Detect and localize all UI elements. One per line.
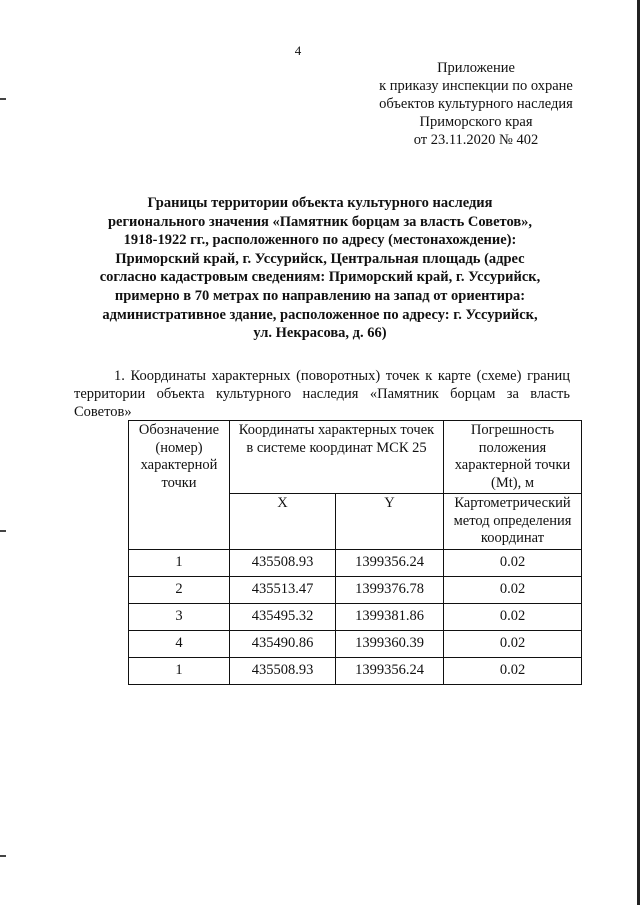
cell-x: 435495.32 [230, 603, 336, 630]
title-line: административное здание, расположенное по адресу: г. Уссурийск, [102, 306, 538, 323]
appendix-block [356, 59, 596, 149]
header-coords: Координаты характерных точек в системе координат МСК 25 [230, 421, 444, 494]
header-point: Обозначение (номер) характерной точки [129, 421, 230, 550]
scan-edge-mark [0, 98, 6, 100]
title-line: ул. Некрасова, д. 66) [253, 325, 387, 342]
coordinates-table [128, 420, 582, 685]
appendix-line: к приказу инспекции по охране [379, 78, 573, 94]
cell-mt: 0.02 [444, 657, 582, 684]
table-row [129, 630, 582, 657]
cell-point: 2 [129, 576, 230, 603]
cell-mt: 0.02 [444, 603, 582, 630]
appendix-line: Приморского края [419, 114, 533, 130]
title-line: согласно кадастровым сведениям: Приморский край, г. Уссурийск, [99, 269, 541, 286]
appendix-line: объектов культурного наследия [379, 96, 573, 112]
header-error: Погрешность положения характерной точки (Mt), м [444, 421, 582, 494]
table-row [129, 549, 582, 576]
cell-y: 1399360.39 [336, 630, 444, 657]
appendix-line: от 23.11.2020 № 402 [413, 132, 539, 148]
header-method: Картометрический метод определения координат [444, 494, 582, 550]
cell-point: 1 [129, 549, 230, 576]
appendix-line: Приложение [437, 60, 515, 76]
cell-mt: 0.02 [444, 576, 582, 603]
title-line: 1918-1922 гг., расположенного по адресу (местонахождение): [123, 232, 517, 249]
table-header-row [129, 421, 582, 494]
cell-x: 435508.93 [230, 549, 336, 576]
cell-mt: 0.02 [444, 630, 582, 657]
page-number: 4 [294, 43, 302, 58]
intro-paragraph: 1. Координаты характерных (поворотных) точек к карте (схеме) границ территории объекта культурного наследия «Памятник борцам за власть Советов» [74, 367, 570, 420]
title-line: Границы территории объекта культурного наследия [147, 195, 493, 211]
title-line: Приморский край, г. Уссурийск, Центральная площадь (адрес [115, 250, 525, 267]
cell-x: 435490.86 [230, 630, 336, 657]
scan-edge-mark [0, 855, 6, 857]
cell-y: 1399381.86 [336, 603, 444, 630]
cell-y: 1399376.78 [336, 576, 444, 603]
cell-x: 435508.93 [230, 657, 336, 684]
header-y: Y [336, 494, 444, 550]
cell-point: 3 [129, 603, 230, 630]
cell-y: 1399356.24 [336, 549, 444, 576]
cell-x: 435513.47 [230, 576, 336, 603]
table-row [129, 603, 582, 630]
cell-point: 4 [129, 630, 230, 657]
title-line: регионального значения «Памятник борцам за власть Советов», [107, 213, 533, 230]
title-line: примерно в 70 метрах по направлению на запад от ориентира: [114, 287, 526, 304]
table-row [129, 576, 582, 603]
cell-mt: 0.02 [444, 549, 582, 576]
cell-point: 1 [129, 657, 230, 684]
scan-edge-mark [0, 530, 6, 532]
header-x: X [230, 494, 336, 550]
cell-y: 1399356.24 [336, 657, 444, 684]
table-row [129, 657, 582, 684]
document-title [60, 194, 580, 343]
